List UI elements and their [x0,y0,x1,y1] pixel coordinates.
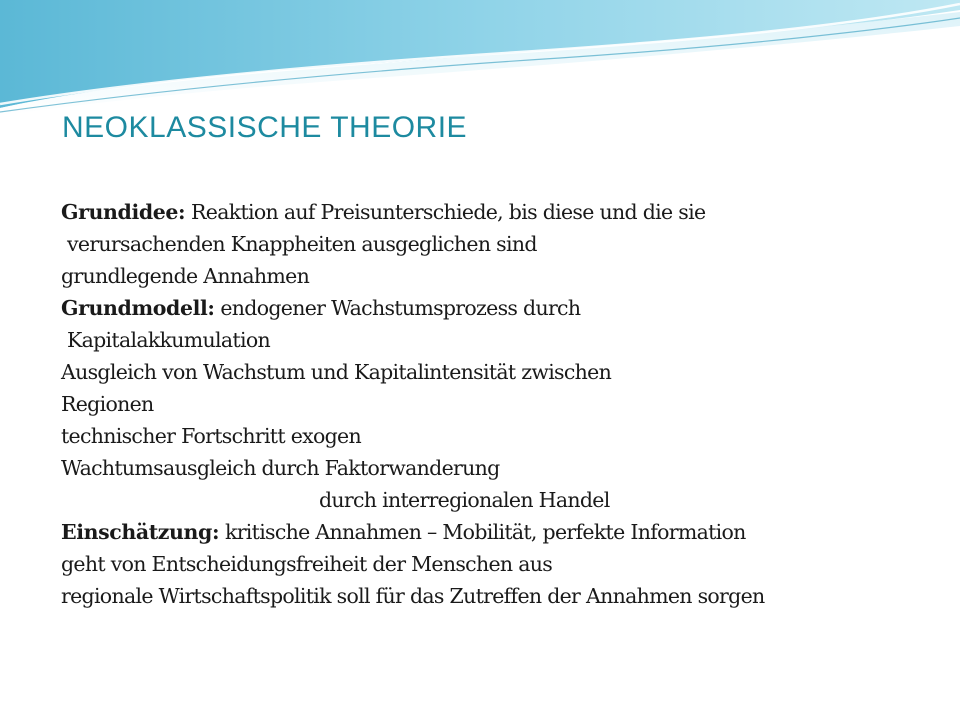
line-text: verursachenden Knappheiten ausgeglichen sind [67,232,537,256]
text-line [61,484,951,516]
text-line [61,324,951,356]
line-label: Einschätzung: [61,520,220,544]
line-text: Regionen [61,392,154,416]
text-line [61,516,951,548]
text-line [61,548,951,580]
text-line [61,292,951,324]
text-line [61,420,951,452]
line-text: regionale Wirtschaftspolitik soll für das Zutreffen der Annahmen sorgen [61,584,765,608]
text-line [61,580,951,612]
line-text: durch interregionalen Handel [319,488,610,512]
text-line [61,388,951,420]
slide-body [61,196,951,612]
slide-title: NEOKLASSISCHE THEORIE [62,111,468,144]
line-text: Ausgleich von Wachstum und Kapitalintensität zwischen [61,360,612,384]
line-text: technischer Fortschritt exogen [61,424,361,448]
line-text: geht von Entscheidungsfreiheit der Menschen aus [61,552,553,576]
text-line [61,452,951,484]
text-line [61,260,951,292]
text-line [61,196,951,228]
line-text: Reaktion auf Preisunterschiede, bis diese und die sie [185,200,706,224]
decorative-wave-banner [0,0,960,120]
text-line [61,228,951,260]
line-text: Wachtumsausgleich durch Faktorwanderung [61,456,500,480]
text-line [61,356,951,388]
line-text: Kapitalakkumulation [67,328,270,352]
line-text: grundlegende Annahmen [61,264,310,288]
line-label: Grundmodell: [61,296,215,320]
line-label: Grundidee: [61,200,186,224]
line-text: kritische Annahmen – Mobilität, perfekte Information [219,520,746,544]
line-text: endogener Wachstumsprozess durch [214,296,581,320]
